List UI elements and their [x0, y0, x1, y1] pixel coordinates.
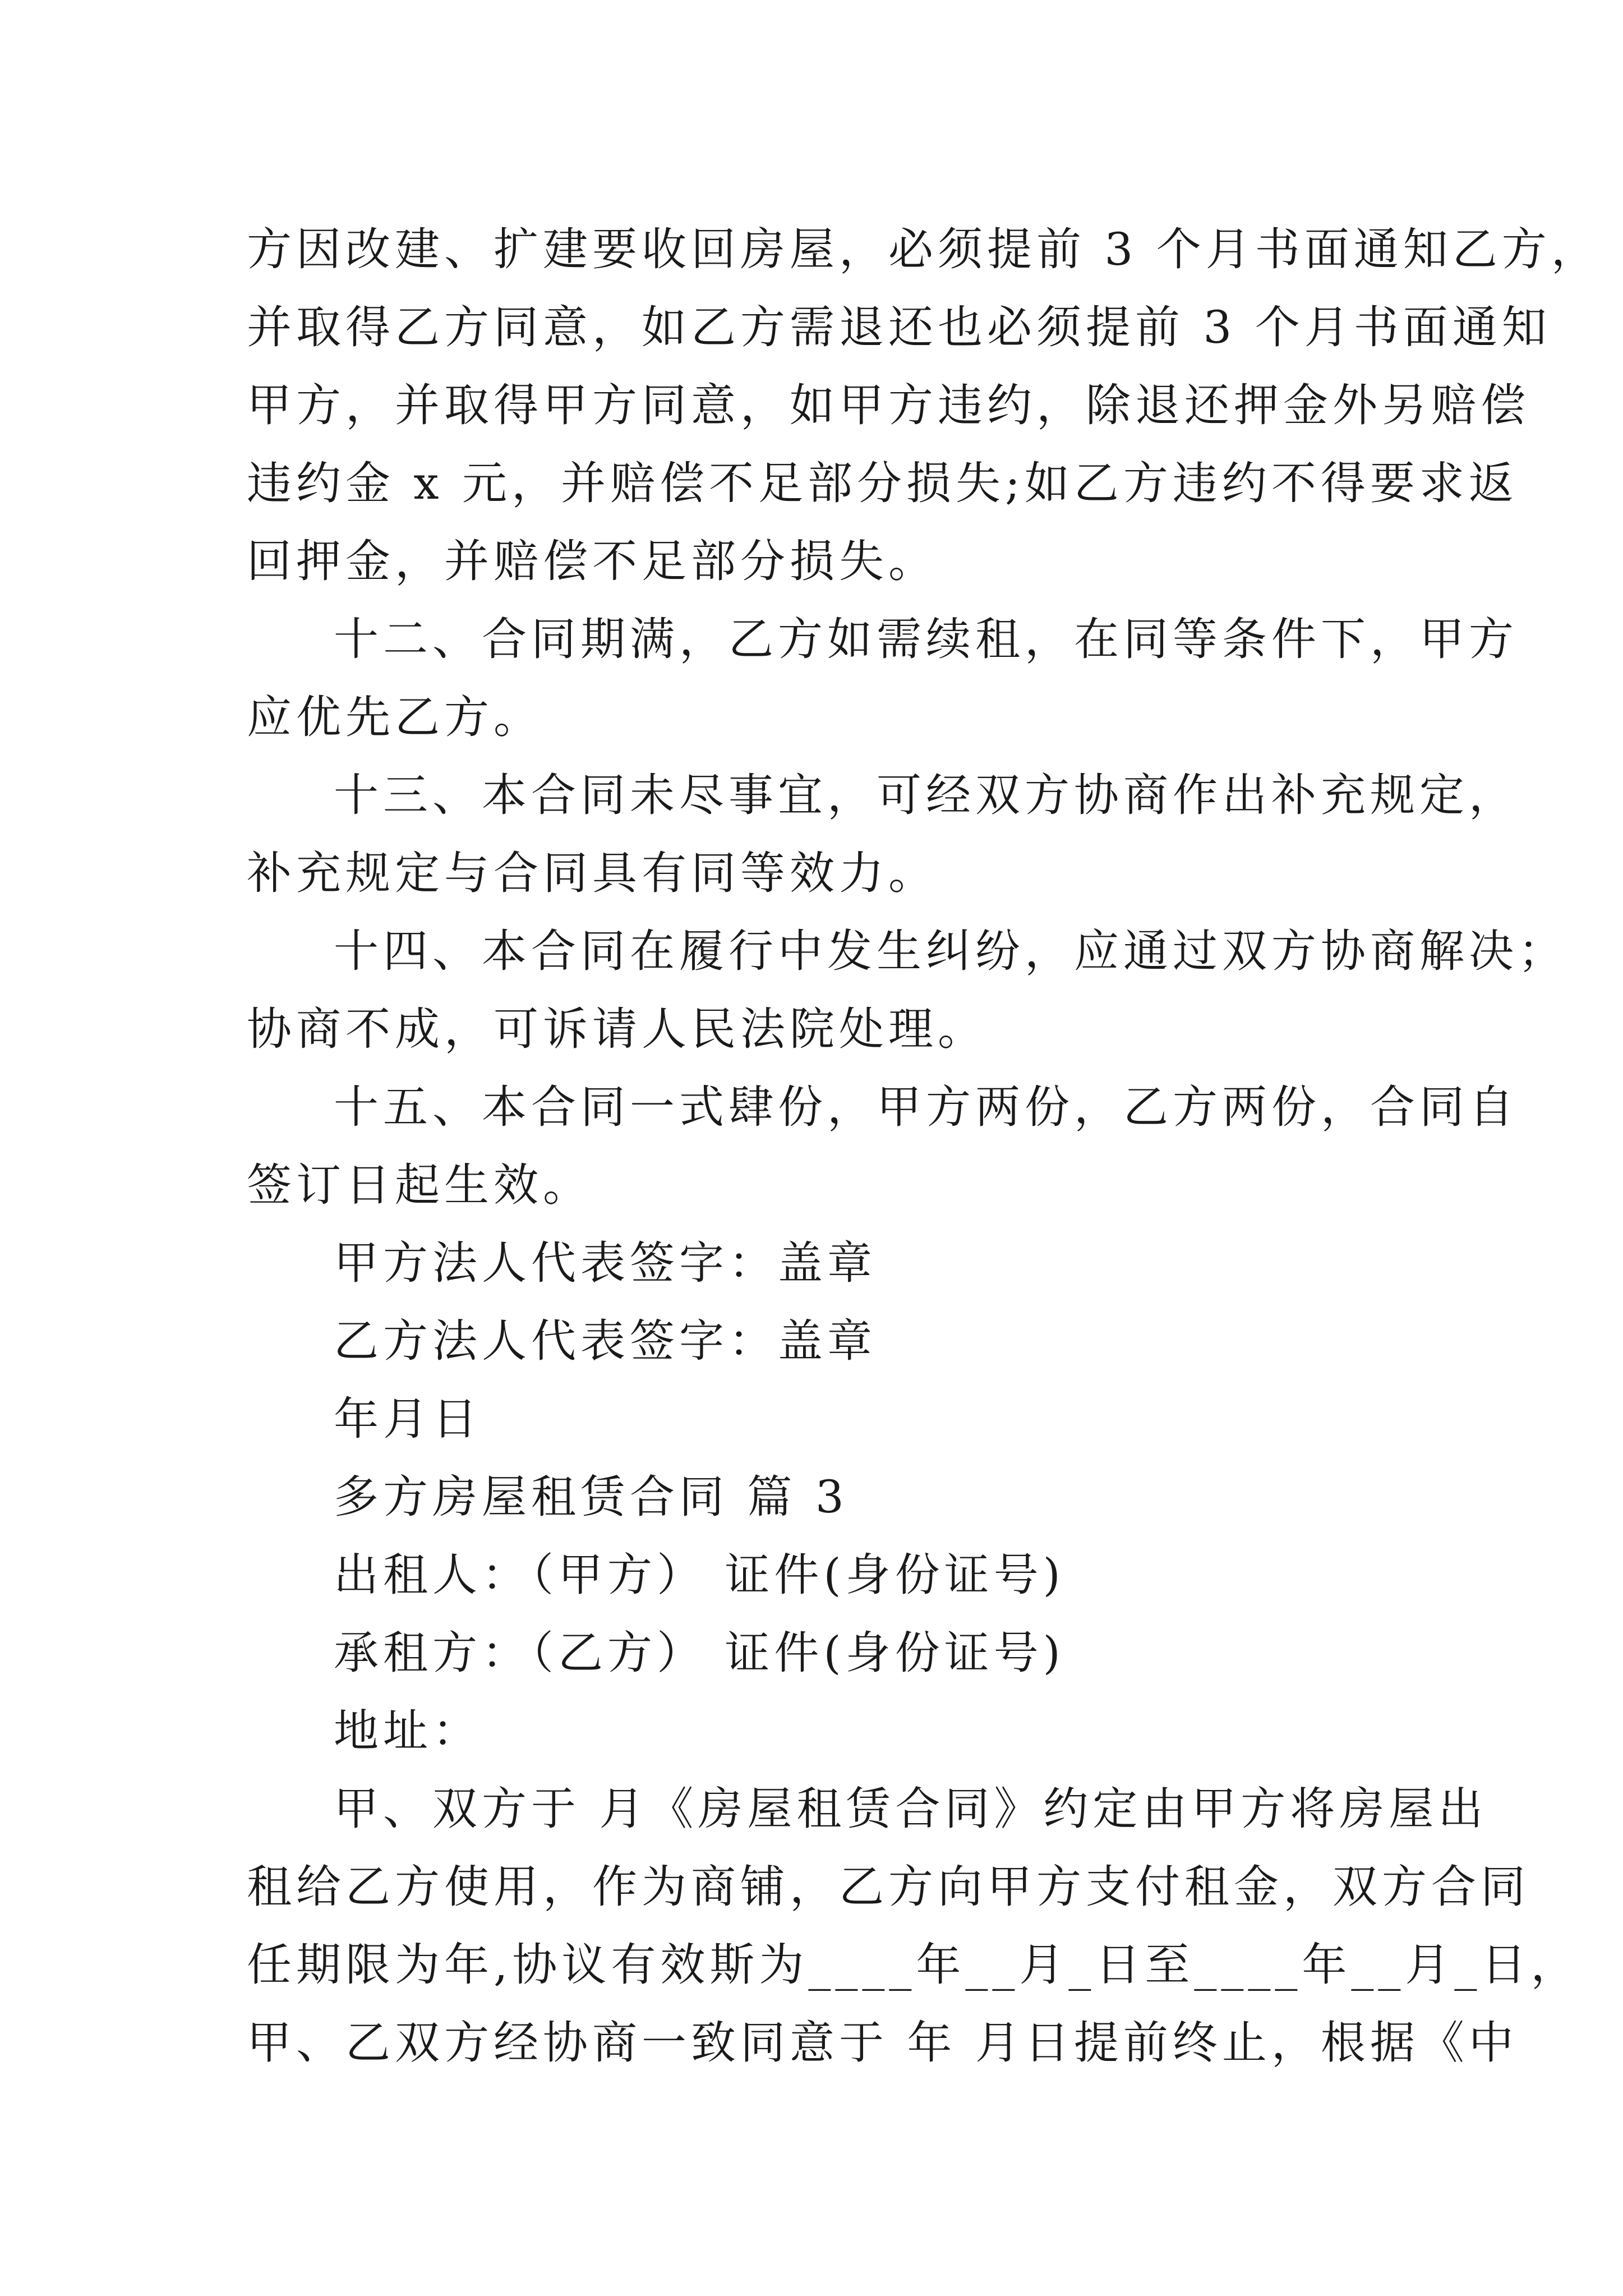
text-line: 违约金 x 元，并赔偿不足部分损失;如乙方违约不得要求返	[247, 457, 1518, 509]
text-line: 补充规定与合同具有同等效力。	[247, 847, 938, 899]
text-line: 甲方，并取得甲方同意，如甲方违约，除退还押金外另赔偿	[247, 379, 1530, 431]
lessee-line: 承租方：（乙方） 证件(身份证号)	[334, 1627, 1065, 1679]
clause-13-line: 十三、本合同未尽事宜，可经双方协商作出补充规定，	[334, 769, 1518, 821]
document-body	[247, 210, 1601, 2082]
text-line: 任期限为年,协议有效斯为____年__月_日至____年__月_日，	[247, 1939, 1580, 1991]
text-line: 协商不成，可诉请人民法院处理。	[247, 1003, 987, 1055]
date-line: 年月日	[334, 1393, 482, 1445]
party-a-signature-line: 甲方法人代表签字：盖章	[334, 1237, 877, 1289]
text-line: 甲、乙双方经协商一致同意于 年 月日提前终止，根据《中	[247, 2017, 1518, 2069]
section-title: 多方房屋租赁合同 篇 3	[334, 1471, 849, 1523]
text-line: 回押金，并赔偿不足部分损失。	[247, 535, 938, 587]
party-b-signature-line: 乙方法人代表签字：盖章	[334, 1315, 877, 1367]
clause-12-line: 十二、合同期满，乙方如需续租，在同等条件下，甲方	[334, 613, 1518, 665]
text-line: 租给乙方使用，作为商铺，乙方向甲方支付租金，双方合同	[247, 1861, 1530, 1913]
text-line: 签订日起生效。	[247, 1159, 592, 1211]
lessor-line: 出租人：（甲方） 证件(身份证号)	[334, 1549, 1065, 1601]
clause-15-line: 十五、本合同一式肆份，甲方两份，乙方两份，合同自	[334, 1081, 1518, 1133]
clause-14-line: 十四、本合同在履行中发生纠纷，应通过双方协商解决；	[334, 925, 1567, 977]
address-line: 地址：	[334, 1705, 482, 1757]
text-line: 并取得乙方同意，如乙方需退还也必须提前 3 个月书面通知	[247, 301, 1551, 353]
text-line: 甲、双方于 月《房屋租赁合同》约定由甲方将房屋出	[334, 1783, 1488, 1835]
text-line: 应优先乙方。	[247, 691, 543, 743]
text-line: 方因改建、扩建要收回房屋，必须提前 3 个月书面通知乙方，	[247, 223, 1601, 275]
